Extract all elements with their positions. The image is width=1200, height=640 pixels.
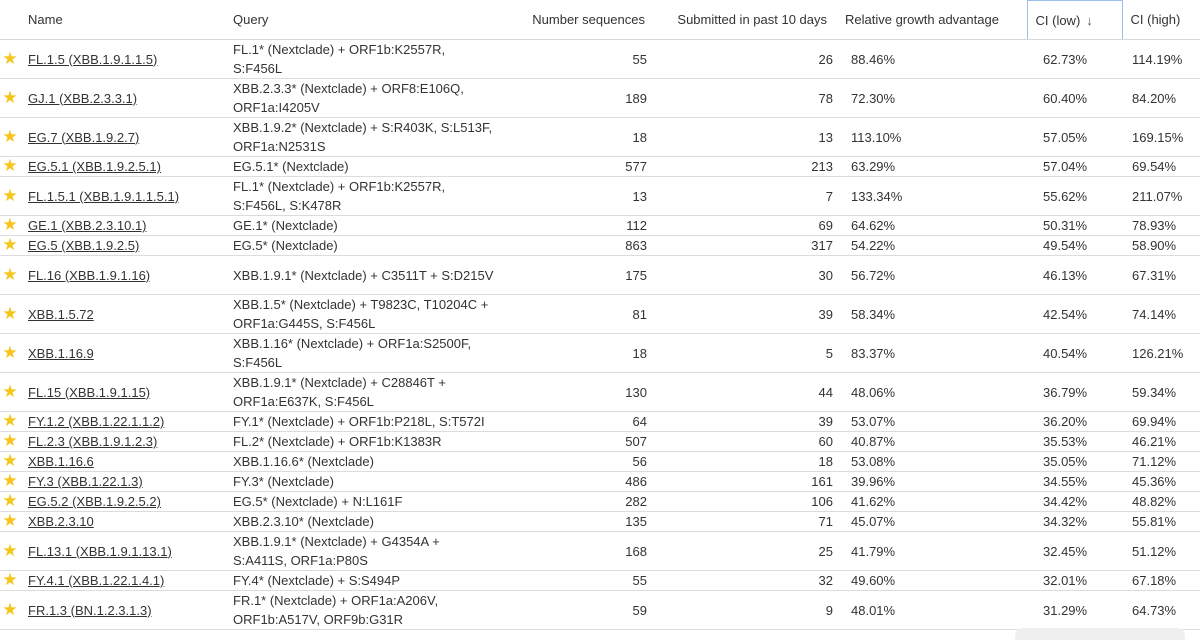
- ci-high-cell: 211.07%: [1122, 177, 1200, 216]
- lineage-link[interactable]: FR.1.3 (BN.1.2.3.1.3): [28, 602, 152, 618]
- table-row: [0, 532, 1200, 571]
- star-icon[interactable]: ★: [2, 381, 18, 401]
- favorite-cell[interactable]: [0, 532, 20, 571]
- ci-low-cell: 50.31%: [1027, 216, 1122, 236]
- growth-advantage-cell: 113.10%: [837, 118, 1027, 157]
- ci-high-cell: 59.34%: [1122, 373, 1200, 412]
- ci-high-cell: 69.94%: [1122, 412, 1200, 432]
- ci-high-cell: 58.90%: [1122, 236, 1200, 256]
- growth-advantage-cell: 83.37%: [837, 334, 1027, 373]
- name-cell: [20, 157, 225, 177]
- query-cell: XBB.1.16* (Nextclade) + ORF1a:S2500F, S:F456L: [225, 334, 505, 373]
- ci-low-cell: 46.13%: [1027, 256, 1122, 295]
- lineage-link[interactable]: XBB.2.3.10: [28, 514, 94, 529]
- number-sequences-cell: 175: [505, 256, 655, 295]
- query-cell: XBB.2.3.10* (Nextclade): [225, 512, 505, 532]
- table-row: [0, 295, 1200, 334]
- growth-advantage-cell: 41.62%: [837, 492, 1027, 512]
- ci-high-cell: 78.93%: [1122, 216, 1200, 236]
- growth-advantage-cell: 39.96%: [837, 472, 1027, 492]
- number-sequences-cell: 81: [505, 295, 655, 334]
- query-cell: XBB.1.9.2* (Nextclade) + S:R403K, S:L513F, ORF1a:N2531S: [225, 118, 505, 157]
- star-icon[interactable]: ★: [2, 126, 18, 146]
- favorite-cell[interactable]: [0, 157, 20, 177]
- star-icon[interactable]: ★: [2, 511, 18, 530]
- star-icon[interactable]: ★: [2, 48, 18, 68]
- ci-low-cell: 49.54%: [1027, 236, 1122, 256]
- star-icon[interactable]: ★: [2, 303, 18, 323]
- query-cell: FL.1* (Nextclade) + ORF1b:K2557R, S:F456L, S:K478R: [225, 177, 505, 216]
- growth-advantage-cell: 45.07%: [837, 512, 1027, 532]
- table-row: [0, 571, 1200, 591]
- growth-advantage-cell: 53.07%: [837, 412, 1027, 432]
- number-sequences-cell: 507: [505, 432, 655, 452]
- name-cell: [20, 177, 225, 216]
- name-cell: [20, 334, 225, 373]
- query-cell: FY.1* (Nextclade) + ORF1b:P218L, S:T572I: [225, 412, 505, 432]
- ci-low-cell: 36.20%: [1027, 412, 1122, 432]
- ci-low-cell: 40.54%: [1027, 334, 1122, 373]
- submitted-cell: 161: [655, 472, 837, 492]
- number-sequences-cell: 189: [505, 79, 655, 118]
- favorite-cell[interactable]: [0, 177, 20, 216]
- favorite-cell[interactable]: [0, 571, 20, 591]
- favorite-cell[interactable]: [0, 118, 20, 157]
- star-icon[interactable]: ★: [2, 185, 18, 205]
- growth-advantage-cell: 49.60%: [837, 571, 1027, 591]
- scroll-indicator: [1015, 628, 1185, 640]
- submitted-cell: 317: [655, 236, 837, 256]
- query-cell: XBB.1.9.1* (Nextclade) + C28846T + ORF1a:E637K, S:F456L: [225, 373, 505, 412]
- growth-advantage-cell: 133.34%: [837, 177, 1027, 216]
- ci-high-cell: 46.21%: [1122, 432, 1200, 452]
- ci-low-cell: 42.54%: [1027, 295, 1122, 334]
- submitted-cell: 30: [655, 256, 837, 295]
- ci-low-cell: 31.29%: [1027, 591, 1122, 630]
- favorite-cell[interactable]: [0, 216, 20, 236]
- favorite-cell[interactable]: [0, 256, 20, 295]
- lineage-link[interactable]: FL.2.3 (XBB.1.9.1.2.3): [28, 434, 158, 449]
- ci-low-cell: 32.45%: [1027, 532, 1122, 571]
- number-sequences-cell: 135: [505, 512, 655, 532]
- name-cell: [20, 492, 225, 512]
- favorite-cell[interactable]: [0, 236, 20, 256]
- ci-low-cell: 32.01%: [1027, 571, 1122, 591]
- ci-low-cell: 35.53%: [1027, 432, 1122, 452]
- lineage-link[interactable]: FL.16 (XBB.1.9.1.16): [28, 267, 151, 283]
- number-sequences-cell: 59: [505, 591, 655, 630]
- ci-low-cell: 57.05%: [1027, 118, 1122, 157]
- ci-low-cell: 60.40%: [1027, 79, 1122, 118]
- growth-advantage-cell: 64.62%: [837, 216, 1027, 236]
- growth-advantage-cell: 56.72%: [837, 256, 1027, 295]
- number-sequences-cell: 13: [505, 177, 655, 216]
- query-cell: EG.5* (Nextclade): [225, 236, 505, 256]
- ci-low-cell: 36.79%: [1027, 373, 1122, 412]
- name-cell: [20, 373, 225, 412]
- column-header-number-sequences[interactable]: Number sequences: [505, 1, 655, 40]
- ci-low-cell: 62.73%: [1027, 40, 1122, 79]
- name-cell: [20, 40, 225, 79]
- lineage-link[interactable]: FL.13.1 (XBB.1.9.1.13.1): [28, 543, 172, 559]
- number-sequences-cell: 55: [505, 40, 655, 79]
- number-sequences-cell: 863: [505, 236, 655, 256]
- query-cell: FY.4* (Nextclade) + S:S494P: [225, 571, 505, 591]
- query-cell: FL.1* (Nextclade) + ORF1b:K2557R, S:F456L: [225, 40, 505, 79]
- table-row: [0, 236, 1200, 256]
- column-header-relative-growth[interactable]: Relative growth advantage: [837, 1, 1027, 40]
- number-sequences-cell: 486: [505, 472, 655, 492]
- table-row: [0, 412, 1200, 432]
- star-icon[interactable]: ★: [2, 235, 18, 254]
- number-sequences-cell: 56: [505, 452, 655, 472]
- lineage-link[interactable]: FL.1.5 (XBB.1.9.1.1.5): [28, 51, 158, 67]
- name-cell: [20, 472, 225, 492]
- table-row: [0, 432, 1200, 452]
- favorite-cell[interactable]: [0, 432, 20, 452]
- ci-high-cell: 55.81%: [1122, 512, 1200, 532]
- submitted-cell: 32: [655, 571, 837, 591]
- submitted-cell: 7: [655, 177, 837, 216]
- query-cell: GE.1* (Nextclade): [225, 216, 505, 236]
- ci-high-cell: 51.12%: [1122, 532, 1200, 571]
- favorite-cell[interactable]: [0, 295, 20, 334]
- name-cell: [20, 79, 225, 118]
- ci-high-cell: 69.54%: [1122, 157, 1200, 177]
- growth-advantage-cell: 88.46%: [837, 40, 1027, 79]
- column-header-ci-low[interactable]: [1027, 1, 1122, 40]
- ci-high-cell: 84.20%: [1122, 79, 1200, 118]
- favorite-cell[interactable]: [0, 373, 20, 412]
- favorite-cell[interactable]: [0, 452, 20, 472]
- favorite-cell[interactable]: [0, 512, 20, 532]
- submitted-cell: 39: [655, 295, 837, 334]
- lineage-link[interactable]: FY.3 (XBB.1.22.1.3): [28, 474, 143, 489]
- table-row: [0, 452, 1200, 472]
- submitted-cell: 44: [655, 373, 837, 412]
- name-cell: [20, 432, 225, 452]
- name-cell: [20, 532, 225, 571]
- name-cell: [20, 412, 225, 432]
- growth-advantage-cell: 53.08%: [837, 452, 1027, 472]
- number-sequences-cell: 168: [505, 532, 655, 571]
- favorite-cell[interactable]: [0, 79, 20, 118]
- growth-advantage-cell: 58.34%: [837, 295, 1027, 334]
- star-icon[interactable]: ★: [2, 264, 18, 284]
- column-header-ci-high[interactable]: CI (high): [1122, 1, 1200, 40]
- table-row: [0, 79, 1200, 118]
- number-sequences-cell: 64: [505, 412, 655, 432]
- submitted-cell: 106: [655, 492, 837, 512]
- star-icon[interactable]: ★: [2, 540, 18, 560]
- submitted-cell: 25: [655, 532, 837, 571]
- name-cell: [20, 295, 225, 334]
- submitted-cell: 39: [655, 412, 837, 432]
- table-row: [0, 591, 1200, 630]
- lineage-link[interactable]: EG.5.2 (XBB.1.9.2.5.2): [28, 494, 161, 509]
- query-cell: XBB.1.5* (Nextclade) + T9823C, T10204C + ORF1a:G445S, S:F456L: [225, 295, 505, 334]
- table-row: [0, 492, 1200, 512]
- star-icon[interactable]: ★: [2, 87, 18, 107]
- lineage-link[interactable]: FY.1.2 (XBB.1.22.1.1.2): [28, 414, 165, 429]
- query-cell: EG.5.1* (Nextclade): [225, 157, 505, 177]
- star-icon[interactable]: ★: [2, 451, 18, 470]
- ci-low-cell: 34.42%: [1027, 492, 1122, 512]
- table-row: [0, 118, 1200, 157]
- growth-advantage-cell: 72.30%: [837, 79, 1027, 118]
- lineage-link[interactable]: FY.4.1 (XBB.1.22.1.4.1): [28, 573, 165, 588]
- name-cell: [20, 452, 225, 472]
- submitted-cell: 60: [655, 432, 837, 452]
- lineage-link[interactable]: GE.1 (XBB.2.3.10.1): [28, 218, 147, 233]
- star-icon[interactable]: ★: [2, 570, 18, 589]
- ci-high-cell: 45.36%: [1122, 472, 1200, 492]
- star-icon[interactable]: ★: [2, 215, 18, 234]
- star-icon[interactable]: ★: [2, 599, 18, 619]
- name-cell: [20, 571, 225, 591]
- star-icon[interactable]: ★: [2, 156, 18, 175]
- favorite-cell[interactable]: [0, 492, 20, 512]
- ci-high-cell: 67.18%: [1122, 571, 1200, 591]
- star-icon[interactable]: ★: [2, 342, 18, 362]
- star-icon[interactable]: ★: [2, 431, 18, 450]
- growth-advantage-cell: 63.29%: [837, 157, 1027, 177]
- ci-high-cell: 114.19%: [1122, 40, 1200, 79]
- query-cell: XBB.1.9.1* (Nextclade) + G4354A + S:A411S, ORF1a:P80S: [225, 532, 505, 571]
- number-sequences-cell: 18: [505, 118, 655, 157]
- growth-advantage-cell: 41.79%: [837, 532, 1027, 571]
- ci-low-label: CI (low): [1035, 12, 1081, 28]
- table-row: [0, 216, 1200, 236]
- lineage-link[interactable]: XBB.1.5.72: [28, 306, 94, 322]
- name-cell: [20, 512, 225, 532]
- star-icon[interactable]: ★: [2, 491, 18, 510]
- favorite-cell[interactable]: [0, 412, 20, 432]
- name-cell: [20, 256, 225, 295]
- ci-low-cell: 55.62%: [1027, 177, 1122, 216]
- lineage-link[interactable]: EG.7 (XBB.1.9.2.7): [28, 129, 140, 145]
- submitted-cell: 9: [655, 591, 837, 630]
- query-cell: FR.1* (Nextclade) + ORF1a:A206V, ORF1b:A517V, ORF9b:G31R: [225, 591, 505, 630]
- query-cell: FL.2* (Nextclade) + ORF1b:K1383R: [225, 432, 505, 452]
- number-sequences-cell: 18: [505, 334, 655, 373]
- submitted-cell: 13: [655, 118, 837, 157]
- ci-high-cell: 126.21%: [1122, 334, 1200, 373]
- query-cell: FY.3* (Nextclade): [225, 472, 505, 492]
- name-cell: [20, 216, 225, 236]
- query-cell: XBB.2.3.3* (Nextclade) + ORF8:E106Q, ORF1a:I4205V: [225, 79, 505, 118]
- number-sequences-cell: 282: [505, 492, 655, 512]
- lineage-link[interactable]: EG.5.1 (XBB.1.9.2.5.1): [28, 159, 161, 174]
- column-header-query[interactable]: Query: [225, 1, 505, 40]
- ci-low-cell: 34.32%: [1027, 512, 1122, 532]
- table-row: [0, 334, 1200, 373]
- query-cell: EG.5* (Nextclade) + N:L161F: [225, 492, 505, 512]
- favorite-cell[interactable]: [0, 40, 20, 79]
- lineage-link[interactable]: XBB.1.16.6: [28, 454, 94, 469]
- table-row: [0, 512, 1200, 532]
- submitted-cell: 213: [655, 157, 837, 177]
- submitted-cell: 18: [655, 452, 837, 472]
- ci-high-cell: 71.12%: [1122, 452, 1200, 472]
- ci-high-cell: 48.82%: [1122, 492, 1200, 512]
- ci-high-cell: 67.31%: [1122, 256, 1200, 295]
- name-cell: [20, 236, 225, 256]
- name-cell: [20, 591, 225, 630]
- ci-high-cell: 64.73%: [1122, 591, 1200, 630]
- arrow-down-icon: ↓: [1086, 12, 1093, 28]
- star-column-header: [0, 1, 20, 40]
- submitted-cell: 71: [655, 512, 837, 532]
- name-cell: [20, 118, 225, 157]
- growth-advantage-cell: 48.01%: [837, 591, 1027, 630]
- table-row: [0, 472, 1200, 492]
- ci-low-cell: 57.04%: [1027, 157, 1122, 177]
- favorite-cell[interactable]: [0, 334, 20, 373]
- table-row: [0, 256, 1200, 295]
- column-header-name[interactable]: Name: [20, 1, 225, 40]
- submitted-cell: 26: [655, 40, 837, 79]
- star-icon[interactable]: ★: [2, 411, 18, 430]
- growth-advantage-cell: 40.87%: [837, 432, 1027, 452]
- lineage-link[interactable]: XBB.1.16.9: [28, 345, 94, 361]
- submitted-cell: 5: [655, 334, 837, 373]
- ci-low-cell: 34.55%: [1027, 472, 1122, 492]
- table-row: [0, 373, 1200, 412]
- table-row: [0, 157, 1200, 177]
- lineage-link[interactable]: GJ.1 (XBB.2.3.3.1): [28, 90, 138, 106]
- header-row: [0, 1, 1200, 40]
- number-sequences-cell: 55: [505, 571, 655, 591]
- table-row: [0, 177, 1200, 216]
- ci-low-cell: 35.05%: [1027, 452, 1122, 472]
- query-cell: XBB.1.9.1* (Nextclade) + C3511T + S:D215V: [225, 256, 505, 295]
- number-sequences-cell: 577: [505, 157, 655, 177]
- column-header-submitted-past-10-days[interactable]: Submitted in past 10 days: [655, 1, 837, 40]
- favorite-cell[interactable]: [0, 472, 20, 492]
- growth-advantage-cell: 48.06%: [837, 373, 1027, 412]
- ci-high-cell: 74.14%: [1122, 295, 1200, 334]
- star-icon[interactable]: ★: [2, 471, 18, 490]
- table-row: [0, 40, 1200, 79]
- query-cell: XBB.1.16.6* (Nextclade): [225, 452, 505, 472]
- submitted-cell: 69: [655, 216, 837, 236]
- number-sequences-cell: 112: [505, 216, 655, 236]
- growth-advantage-cell: 54.22%: [837, 236, 1027, 256]
- number-sequences-cell: 130: [505, 373, 655, 412]
- lineage-link[interactable]: EG.5 (XBB.1.9.2.5): [28, 238, 140, 253]
- favorite-cell[interactable]: [0, 591, 20, 630]
- lineage-link[interactable]: FL.15 (XBB.1.9.1.15): [28, 384, 151, 400]
- lineage-link[interactable]: FL.1.5.1 (XBB.1.9.1.1.5.1): [28, 188, 180, 204]
- ci-high-cell: 169.15%: [1122, 118, 1200, 157]
- submitted-cell: 78: [655, 79, 837, 118]
